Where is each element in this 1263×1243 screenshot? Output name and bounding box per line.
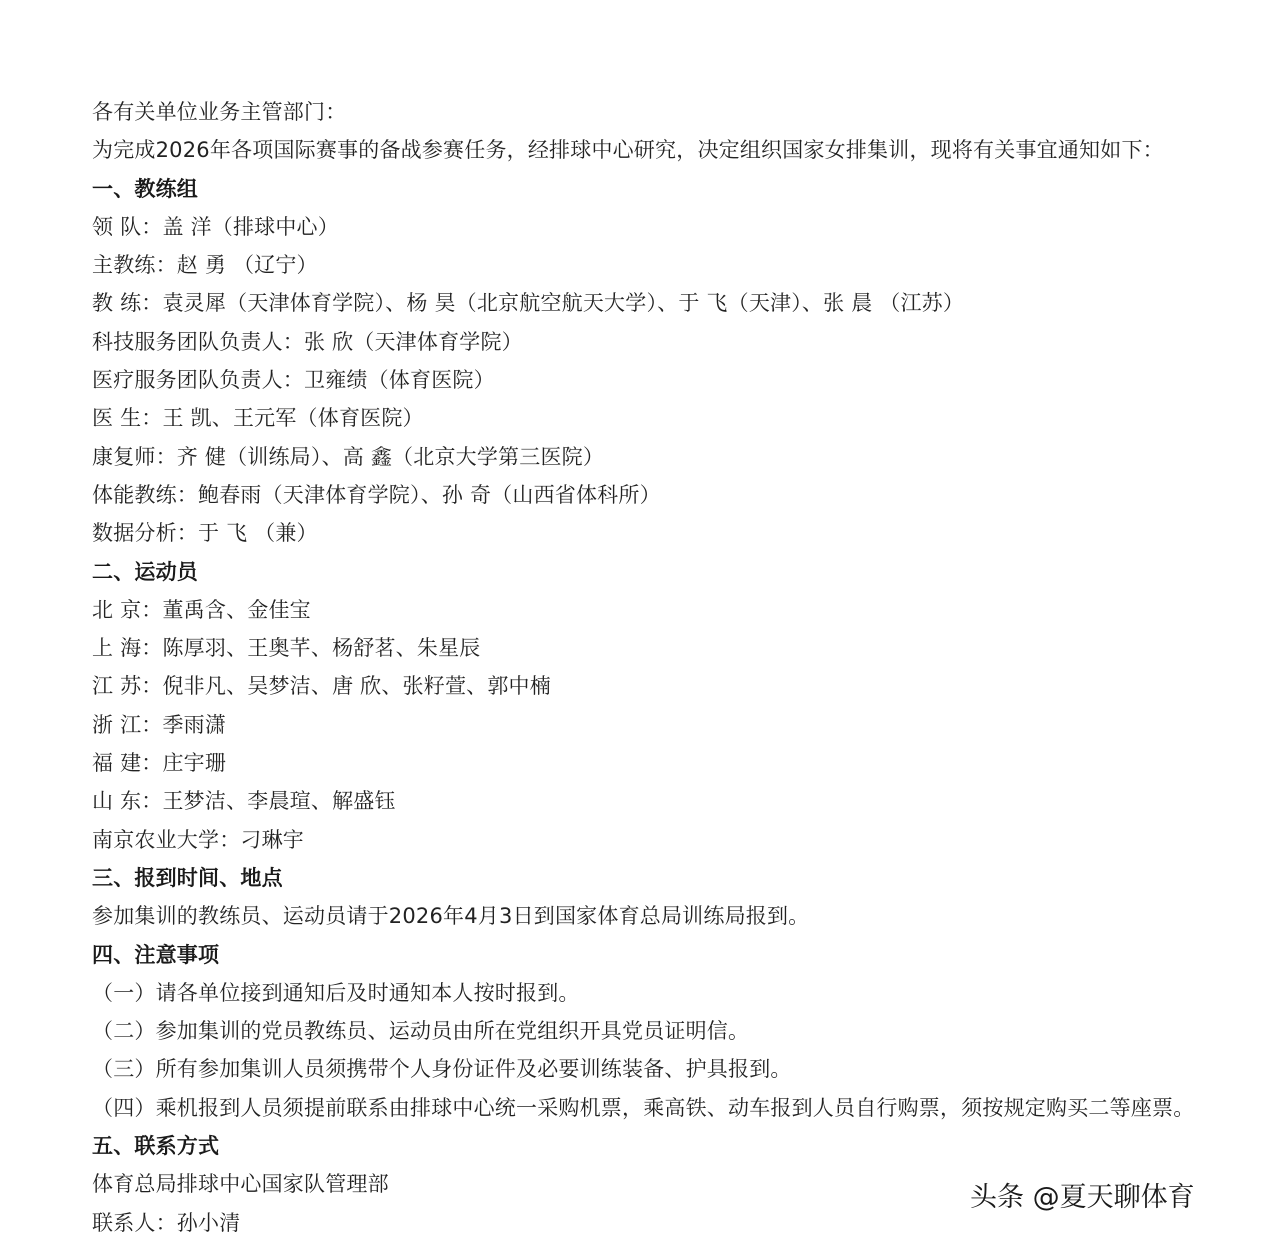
text-line: 上 海：陈厚羽、王奥芊、杨舒茗、朱星辰: [92, 636, 481, 661]
text-line: 参加集训的教练员、运动员请于2026年4月3日到国家体育总局训练局报到。: [92, 904, 810, 929]
text-line: 教 练：袁灵犀（天津体育学院）、杨 昊（北京航空航天大学）、于 飞（天津）、张 晨 （江苏）: [92, 291, 965, 316]
text-line: 江 苏：倪非凡、吴梦洁、唐 欣、张籽萱、郭中楠: [92, 674, 551, 699]
text-line: 医 生：王 凯、王元军（体育医院）: [92, 406, 424, 431]
text-line: 体育总局排球中心国家队管理部: [92, 1172, 389, 1197]
text-line: 数据分析：于 飞 （兼）: [92, 521, 318, 546]
text-line: 医疗服务团队负责人：卫雍绩（体育医院）: [92, 368, 495, 393]
text-line: 主教练：赵 勇 （辽宁）: [92, 253, 318, 278]
section-heading: 三、报到时间、地点: [92, 865, 283, 890]
text-line: 山 东：王梦洁、李晨瑄、解盛钰: [92, 789, 396, 814]
section-heading: 二、运动员: [92, 559, 198, 584]
section-heading: 四、注意事项: [92, 942, 220, 967]
text-line: 体能教练：鲍春雨（天津体育学院）、孙 奇（山西省体科所）: [92, 482, 661, 507]
text-line: 科技服务团队负责人：张 欣（天津体育学院）: [92, 329, 523, 354]
toutiao-watermark: 头条 @夏天聊体育: [970, 1182, 1195, 1213]
text-line: 福 建：庄宇珊: [92, 751, 227, 776]
notice-document: [92, 93, 1257, 1242]
text-line: （二）参加集训的党员教练员、运动员由所在党组织开具党员证明信。: [92, 1019, 750, 1044]
text-line: 康复师：齐 健（训练局）、高 鑫（北京大学第三医院）: [92, 444, 605, 469]
section-heading: 五、联系方式: [92, 1134, 220, 1159]
text-line: 各有关单位业务主管部门：: [92, 100, 347, 124]
text-line: 南京农业大学：刁琳宇: [92, 827, 304, 852]
text-line: （四）乘机报到人员须提前联系由排球中心统一采购机票，乘高铁、动车报到人员自行购票，须按规定购买二等座票。: [92, 1095, 1195, 1120]
section-heading: 一、教练组: [92, 176, 198, 201]
text-line: 浙 江：季雨潇: [92, 712, 227, 737]
text-line: 联系人：孙小清: [92, 1210, 241, 1235]
text-line: 领 队：盖 洋（排球中心）: [92, 214, 339, 239]
text-line: （三）所有参加集训人员须携带个人身份证件及必要训练装备、护具报到。: [92, 1057, 792, 1082]
text-line: 为完成2026年各项国际赛事的备战参赛任务，经排球中心研究，决定组织国家女排集训，现将有关事宜通知如下：: [92, 138, 1164, 163]
text-line: 北 京：董禹含、金佳宝: [92, 597, 311, 622]
text-line: （一）请各单位接到通知后及时通知本人按时报到。: [92, 980, 580, 1005]
